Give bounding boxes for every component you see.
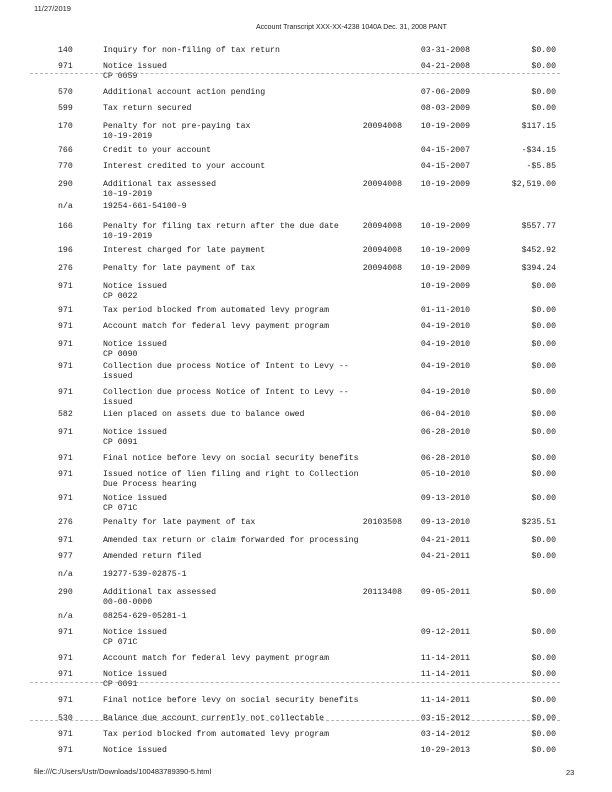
transaction-date: 09-05-2011 xyxy=(420,588,470,597)
transaction-amount: $0.00 xyxy=(531,340,556,349)
explanation-text: 19277-539-02875-1 xyxy=(103,570,187,579)
transaction-code: 971 xyxy=(58,62,73,71)
transaction-code: 276 xyxy=(58,264,73,273)
transaction-explanation xyxy=(103,428,365,448)
transaction-amount: $2,519.00 xyxy=(511,180,556,189)
explanation-text: Interest charged for late payment xyxy=(103,246,266,255)
transaction-amount: $0.00 xyxy=(531,306,556,315)
explanation-text: Additional account action pending xyxy=(103,88,266,97)
explanation-text: Additional tax assessed xyxy=(103,180,217,189)
transaction-explanation xyxy=(103,536,365,546)
transaction-explanation xyxy=(103,588,365,608)
cycle-number: 20094008 xyxy=(362,246,402,255)
transaction-date: 10-19-2009 xyxy=(420,282,470,291)
transaction-amount: $0.00 xyxy=(531,410,556,419)
transaction-amount: $0.00 xyxy=(531,454,556,463)
explanation-text: Penalty for filing tax return after the due date xyxy=(103,222,339,231)
transaction-code: 196 xyxy=(58,246,73,255)
transaction-explanation xyxy=(103,410,365,420)
transaction-date: 06-28-2010 xyxy=(420,428,470,437)
transaction-code: 971 xyxy=(58,428,73,437)
transaction-explanation xyxy=(103,612,365,622)
transaction-amount: $235.51 xyxy=(521,518,556,527)
transaction-amount: $0.00 xyxy=(531,714,556,723)
transaction-date: 09-12-2011 xyxy=(420,628,470,637)
transaction-date: 10-19-2009 xyxy=(420,246,470,255)
transaction-explanation xyxy=(103,552,365,562)
transaction-explanation xyxy=(103,62,365,82)
transaction-code: 170 xyxy=(58,122,73,131)
transaction-amount: $0.00 xyxy=(531,696,556,705)
transaction-date: 03-31-2008 xyxy=(420,46,470,55)
explanation-subline: CP 0091 xyxy=(103,438,138,447)
transaction-date: 04-21-2011 xyxy=(420,536,470,545)
explanation-text: Final notice before levy on social security benefits xyxy=(103,454,359,463)
transaction-amount: $0.00 xyxy=(531,322,556,331)
explanation-text: Amended return filed xyxy=(103,552,202,561)
transaction-date: 10-19-2009 xyxy=(420,122,470,131)
transaction-date: 08-03-2009 xyxy=(420,104,470,113)
transaction-explanation xyxy=(103,340,365,360)
transaction-date: 09-13-2010 xyxy=(420,518,470,527)
transaction-amount: $0.00 xyxy=(531,670,556,679)
explanation-text: Notice issued xyxy=(103,340,167,349)
transaction-code: 971 xyxy=(58,322,73,331)
transaction-date: 10-19-2009 xyxy=(420,180,470,189)
transaction-explanation xyxy=(103,104,365,114)
transaction-explanation xyxy=(103,670,365,690)
explanation-subline: 10-19-2019 xyxy=(103,132,153,141)
transaction-date: 04-19-2010 xyxy=(420,388,470,397)
transaction-amount: $0.00 xyxy=(531,282,556,291)
transaction-explanation xyxy=(103,180,365,200)
transaction-date: 04-21-2011 xyxy=(420,552,470,561)
transaction-date: 10-19-2009 xyxy=(420,222,470,231)
transaction-date: 03-15-2012 xyxy=(420,714,470,723)
transaction-code: 570 xyxy=(58,88,73,97)
explanation-text: 08254-629-05281-1 xyxy=(103,612,187,621)
explanation-text: Penalty for late payment of tax xyxy=(103,518,256,527)
explanation-text: Notice issued xyxy=(103,62,167,71)
transaction-date: 01-11-2010 xyxy=(420,306,470,315)
transaction-explanation xyxy=(103,714,365,724)
transaction-code: 971 xyxy=(58,470,73,479)
transaction-code: 971 xyxy=(58,282,73,291)
explanation-subline: 10-19-2019 xyxy=(103,232,153,241)
explanation-subline: 10-19-2019 xyxy=(103,190,153,199)
explanation-subline: 00-00-0000 xyxy=(103,598,153,607)
explanation-text: Final notice before levy on social security benefits xyxy=(103,696,359,705)
transaction-amount: $0.00 xyxy=(531,46,556,55)
explanation-text: Account match for federal levy payment program xyxy=(103,654,330,663)
explanation-text: Collection due process Notice of Intent to Levy -- xyxy=(103,388,349,397)
transaction-code: 971 xyxy=(58,628,73,637)
explanation-text: Notice issued xyxy=(103,670,167,679)
transaction-explanation xyxy=(103,518,365,528)
explanation-text: Notice issued xyxy=(103,282,167,291)
transaction-code: 971 xyxy=(58,654,73,663)
explanation-text: Balance due account currently not collectable xyxy=(103,714,325,723)
transaction-explanation xyxy=(103,306,365,316)
transaction-date: 03-14-2012 xyxy=(420,730,470,739)
transaction-explanation xyxy=(103,88,365,98)
cycle-number: 20103508 xyxy=(362,518,402,527)
transaction-code: 971 xyxy=(58,730,73,739)
transaction-code: 166 xyxy=(58,222,73,231)
transaction-explanation xyxy=(103,146,365,156)
transaction-amount: $0.00 xyxy=(531,552,556,561)
transaction-code: 599 xyxy=(58,104,73,113)
explanation-text: Amended tax return or claim forwarded for processing xyxy=(103,536,359,545)
transaction-explanation xyxy=(103,494,365,514)
transaction-amount: -$34.15 xyxy=(521,146,556,155)
cycle-number: 20094008 xyxy=(362,180,402,189)
transaction-explanation xyxy=(103,122,365,142)
explanation-subline: Due Process hearing xyxy=(103,480,197,489)
transaction-explanation xyxy=(103,570,365,580)
explanation-text: Tax return secured xyxy=(103,104,192,113)
transaction-date: 09-13-2010 xyxy=(420,494,470,503)
transaction-amount: $452.92 xyxy=(521,246,556,255)
transaction-amount: $0.00 xyxy=(531,88,556,97)
explanation-text: Notice issued xyxy=(103,428,167,437)
transaction-amount: $0.00 xyxy=(531,494,556,503)
transaction-amount: $0.00 xyxy=(531,628,556,637)
transaction-date: 10-19-2009 xyxy=(420,264,470,273)
explanation-text: Account match for federal levy payment program xyxy=(103,322,330,331)
transaction-explanation xyxy=(103,282,365,302)
transaction-code: 971 xyxy=(58,536,73,545)
transaction-code: 971 xyxy=(58,454,73,463)
transaction-date: 07-06-2009 xyxy=(420,88,470,97)
transaction-explanation xyxy=(103,362,365,382)
explanation-text: Notice issued xyxy=(103,746,167,755)
transaction-date: 11-14-2011 xyxy=(420,670,470,679)
file-path: file:///C:/Users/Ustr/Downloads/100483789390-5.html xyxy=(34,767,212,776)
explanation-text: Credit to your account xyxy=(103,146,212,155)
explanation-subline: issued xyxy=(103,372,133,381)
transcript-title: Account Transcript XXX-XX-4238 1040A Dec. 31, 2008 PANT xyxy=(256,24,447,31)
transaction-code: 530 xyxy=(58,714,73,723)
explanation-subline: CP 071C xyxy=(103,504,138,513)
explanation-text: Notice issued xyxy=(103,494,167,503)
transaction-code: 290 xyxy=(58,180,73,189)
transaction-code: 140 xyxy=(58,46,73,55)
explanation-text: Interest credited to your account xyxy=(103,162,266,171)
explanation-subline: CP 0090 xyxy=(103,350,138,359)
transaction-code: 971 xyxy=(58,670,73,679)
cycle-number: 20113408 xyxy=(362,588,402,597)
transaction-code: 971 xyxy=(58,306,73,315)
transaction-amount: $0.00 xyxy=(531,388,556,397)
cycle-number: 20094008 xyxy=(362,122,402,131)
explanation-text: Lien placed on assets due to balance owed xyxy=(103,410,305,419)
transaction-explanation xyxy=(103,264,365,274)
transaction-explanation xyxy=(103,162,365,172)
explanation-subline: issued xyxy=(103,398,133,407)
transaction-explanation xyxy=(103,696,365,706)
explanation-text: Additional tax assessed xyxy=(103,588,217,597)
explanation-text: Notice issued xyxy=(103,628,167,637)
transaction-explanation xyxy=(103,746,365,756)
transaction-date: 04-15-2007 xyxy=(420,162,470,171)
transaction-amount: $0.00 xyxy=(531,104,556,113)
transaction-code: 971 xyxy=(58,340,73,349)
transaction-amount: $0.00 xyxy=(531,730,556,739)
explanation-text: Inquiry for non-filing of tax return xyxy=(103,46,280,55)
transaction-amount: $0.00 xyxy=(531,654,556,663)
transaction-explanation xyxy=(103,246,365,256)
explanation-text: Penalty for not pre-paying tax xyxy=(103,122,251,131)
transaction-code: 971 xyxy=(58,746,73,755)
explanation-subline: CP 071C xyxy=(103,638,138,647)
transaction-date: 04-19-2010 xyxy=(420,322,470,331)
transaction-amount: $0.00 xyxy=(531,428,556,437)
transaction-code: n/a xyxy=(58,570,73,579)
transaction-date: 05-10-2010 xyxy=(420,470,470,479)
transaction-date: 11-14-2011 xyxy=(420,654,470,663)
transaction-code: 977 xyxy=(58,552,73,561)
transaction-explanation xyxy=(103,322,365,332)
transaction-amount: $0.00 xyxy=(531,536,556,545)
transaction-date: 06-04-2010 xyxy=(420,410,470,419)
transaction-code: n/a xyxy=(58,612,73,621)
transaction-explanation xyxy=(103,470,365,490)
explanation-subline: CP 0091 xyxy=(103,680,138,689)
explanation-text: Tax period blocked from automated levy program xyxy=(103,730,330,739)
transaction-code: 971 xyxy=(58,362,73,371)
page-number: 23 xyxy=(566,768,575,777)
transaction-explanation xyxy=(103,730,365,740)
transaction-code: 276 xyxy=(58,518,73,527)
explanation-text: Issued notice of lien filing and right to Collection xyxy=(103,470,359,479)
transaction-explanation xyxy=(103,388,365,408)
transaction-amount: $0.00 xyxy=(531,746,556,755)
transaction-amount: $117.15 xyxy=(521,122,556,131)
transaction-amount: $0.00 xyxy=(531,62,556,71)
transaction-code: 766 xyxy=(58,146,73,155)
transaction-date: 06-28-2010 xyxy=(420,454,470,463)
transaction-explanation xyxy=(103,222,365,242)
explanation-text: Tax period blocked from automated levy program xyxy=(103,306,330,315)
transaction-date: 04-19-2010 xyxy=(420,340,470,349)
cycle-number: 20094008 xyxy=(362,222,402,231)
explanation-subline: CP 0022 xyxy=(103,292,138,301)
transaction-amount: $394.24 xyxy=(521,264,556,273)
row-separator xyxy=(30,73,560,74)
transaction-date: 11-14-2011 xyxy=(420,696,470,705)
transaction-code: 290 xyxy=(58,588,73,597)
transaction-explanation xyxy=(103,46,365,56)
cycle-number: 20094008 xyxy=(362,264,402,273)
row-separator xyxy=(30,720,560,721)
explanation-text: Penalty for late payment of tax xyxy=(103,264,256,273)
transaction-explanation xyxy=(103,454,365,464)
transaction-date: 04-21-2008 xyxy=(420,62,470,71)
transaction-code: n/a xyxy=(58,202,73,211)
transaction-amount: -$5.85 xyxy=(526,162,556,171)
row-separator xyxy=(30,682,560,683)
explanation-text: 19254-661-54100-9 xyxy=(103,202,187,211)
explanation-subline: CP 0059 xyxy=(103,72,138,81)
transaction-explanation xyxy=(103,202,365,212)
transaction-code: 971 xyxy=(58,494,73,503)
transaction-amount: $0.00 xyxy=(531,470,556,479)
transaction-amount: $0.00 xyxy=(531,588,556,597)
transaction-code: 971 xyxy=(58,388,73,397)
transaction-date: 10-29-2013 xyxy=(420,746,470,755)
transaction-amount: $557.77 xyxy=(521,222,556,231)
explanation-text: Collection due process Notice of Intent to Levy -- xyxy=(103,362,349,371)
print-date: 11/27/2019 xyxy=(34,4,71,13)
transaction-date: 04-19-2010 xyxy=(420,362,470,371)
transaction-explanation xyxy=(103,654,365,664)
transaction-date: 04-15-2007 xyxy=(420,146,470,155)
transaction-explanation xyxy=(103,628,365,648)
transaction-code: 770 xyxy=(58,162,73,171)
transaction-amount: $0.00 xyxy=(531,362,556,371)
transaction-code: 582 xyxy=(58,410,73,419)
transaction-code: 971 xyxy=(58,696,73,705)
